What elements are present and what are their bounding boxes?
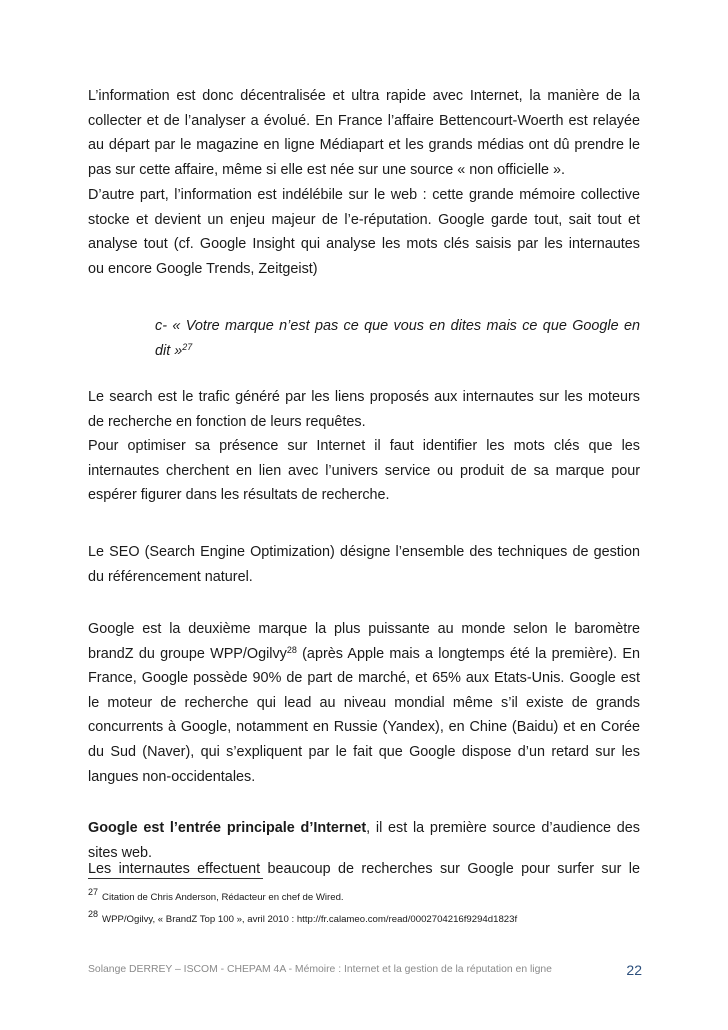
footnote-number: 27 [88,887,99,897]
p6-line-4: le moteur de recherche qui lead au niveau mondial même s’il existe de grands [88,694,640,711]
footnote-text: Citation de Chris Anderson, Rédacteur en chef de Wired. [102,892,344,903]
p3-line-1: Le search est le trafic généré par les liens proposés aux internautes sur les moteurs [88,389,640,405]
paragraph-3 [88,385,640,434]
p6-line-1: Google est la deuxième marque la plus puissante au monde selon le baromètre [88,621,640,637]
p1-line-3: au départ par le magazine en ligne Médiapart et les grands médias ont dû prendre le [88,137,640,154]
paragraph-4 [88,434,640,508]
footnote-number: 28 [88,909,99,919]
p2-line-1: D’autre part, l’information est indélébile sur le web : cette grande mémoire collective [88,187,640,203]
p6-line-2 [88,642,640,667]
p2-line-2: stocke et devient un enjeu majeur de l’e-réputation. Google garde tout, sait tout et [88,211,640,228]
p4-line-1: Pour optimiser sa présence sur Internet il faut identifier les mots clés que les [88,438,640,454]
footnotes [88,884,648,928]
p6-line-6: du Sud (Naver), qui s’expliquent par le fait que Google dispose d’un retard sur les [88,743,640,760]
footnote-separator [88,878,263,879]
p6-line-2-part-b: (après Apple mais a longtemps été la première). En [296,645,640,662]
p1-line-2: collecter et de l’analyser a évolué. En France l’affaire Bettencourt-Woerth est relayée [88,112,640,129]
section-subheading [155,314,640,363]
p5-line-2: du référencement naturel. [88,568,253,585]
p1-line-4: pas sur cette affaire, même si elle est née sur une source « non officielle ». [88,161,566,178]
p5-line-1: Le SEO (Search Engine Optimization) désigne l’ensemble des techniques de gestion [88,544,640,560]
page-footer [88,962,642,978]
footnote-ref-28[interactable]: 28 [286,644,297,655]
subheading-line-2-text: dit » [155,342,183,359]
footnote-text[interactable]: WPP/Ogilvy, « BrandZ Top 100 », avril 2010 : http://fr.calameo.com/read/0002704216f9294d1823f [102,914,518,925]
p8-line-1: Les internautes effectuent beaucoup de recherches sur Google pour surfer sur le [88,861,640,877]
paragraph-2 [88,183,640,281]
footer-text: Solange DERREY – ISCOM - CHEPAM 4A - Mémoire : Internet et la gestion de la réputation en ligne [88,964,552,975]
paragraph-5 [88,540,640,589]
p3-line-2: de recherche en fonction de leurs requêtes. [88,413,366,430]
p7-line-1 [88,816,640,841]
p7-line-2: sites web. [88,844,152,861]
p2-line-3: analyse tout (cf. Google Insight qui analyse les mots clés saisis par les internautes [88,236,640,253]
p7-bold-statement: Google est l’entrée principale d’Internet [88,820,367,836]
paragraph-1 [88,84,640,182]
p6-line-5: concurrents à Google, notamment en Russie (Yandex), en Chine (Baidu) et en Corée [88,719,640,736]
p6-line-3: France, Google possède 90% de part de marché, et 65% aux Etats-Unis. Google est [88,670,640,687]
p6-line-2-part-a: brandZ du groupe WPP/Ogilvy [88,645,287,662]
paragraph-6 [88,617,640,789]
subheading-line-2 [155,339,640,364]
footnote-ref-27[interactable]: 27 [182,341,193,352]
page-number: 22 [626,962,642,978]
footnote-27 [88,884,648,906]
p1-line-1: L’information est donc décentralisée et ultra rapide avec Internet, la manière de la [88,88,640,104]
p6-line-7: langues non-occidentales. [88,768,256,785]
p2-line-4: ou encore Google Trends, Zeitgeist) [88,260,318,277]
p7-line-1-rest: , il est la première source d’audience des [366,820,640,836]
footnote-28 [88,906,648,928]
p4-line-2: internautes cherchent en lien avec l’univers service ou produit de sa marque pour [88,462,640,479]
p4-line-3: espérer figurer dans les résultats de recherche. [88,487,390,504]
subheading-line-1: c- « Votre marque n’est pas ce que vous en dites mais ce que Google en [155,318,640,334]
